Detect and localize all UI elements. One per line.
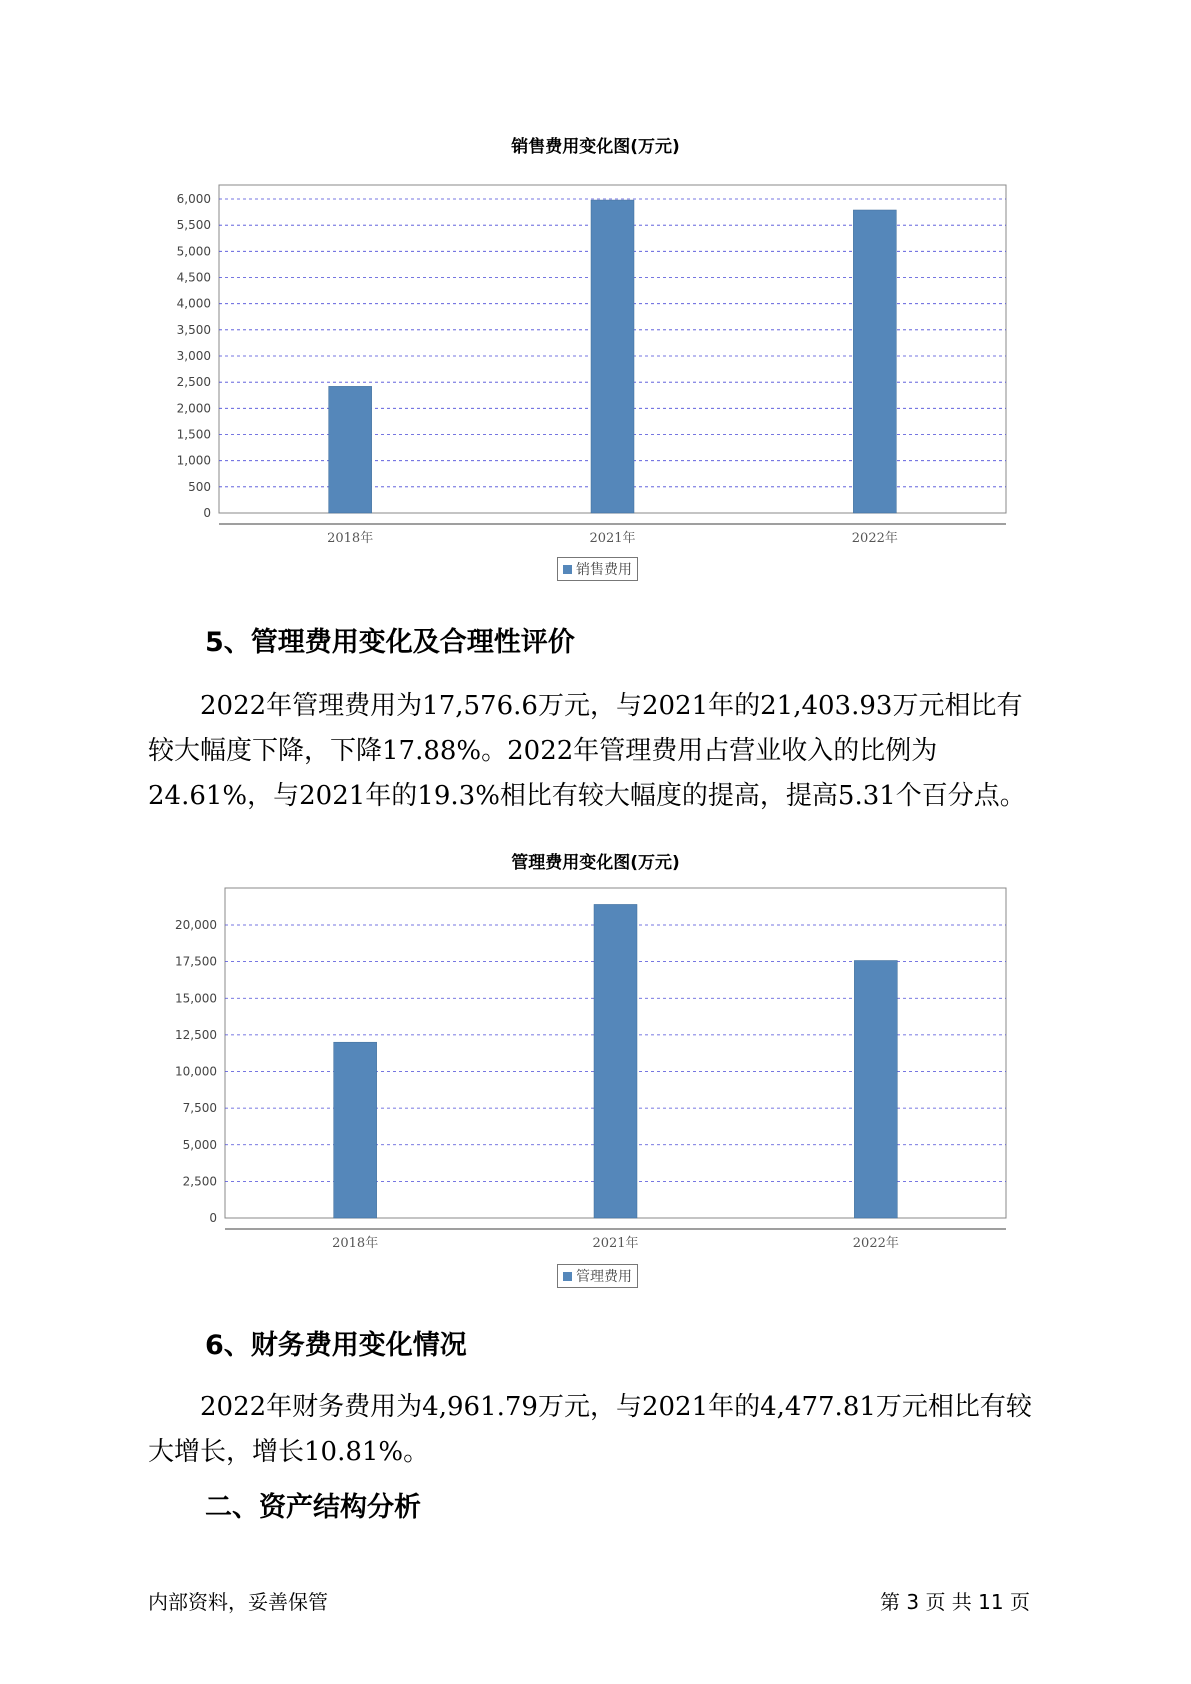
finance-paragraph-text: 2022年财务费用为4,961.79万元，与2021年的4,477.81万元相比有较大增长，增长10.81%。 bbox=[148, 1392, 1032, 1467]
y-tick-label: 4,500 bbox=[176, 270, 211, 285]
x-tick-label: 2018年 bbox=[327, 531, 374, 546]
y-tick-label: 7,500 bbox=[182, 1101, 217, 1116]
chart2-legend-label: 管理费用 bbox=[576, 1269, 632, 1285]
y-tick-label: 10,000 bbox=[175, 1064, 217, 1079]
assets-heading: 二、资产结构分析 bbox=[205, 1492, 421, 1523]
chart2-title: 管理费用变化图(万元) bbox=[511, 853, 680, 873]
y-tick-label: 2,500 bbox=[176, 375, 211, 390]
chart1-legend-label: 销售费用 bbox=[576, 562, 632, 578]
y-tick-label: 2,500 bbox=[182, 1174, 217, 1189]
finance-paragraph bbox=[148, 1385, 1048, 1475]
chart1-title: 销售费用变化图(万元) bbox=[511, 137, 680, 157]
y-tick-label: 4,000 bbox=[176, 296, 211, 311]
y-tick-label: 15,000 bbox=[175, 991, 217, 1006]
y-tick-label: 2,000 bbox=[176, 401, 211, 416]
finance-heading: 6、财务费用变化情况 bbox=[205, 1330, 467, 1361]
mgmt-paragraph-text: 2022年管理费用为17,576.6万元，与2021年的21,403.93万元相比有较大幅度下降，下降17.88%。2022年管理费用占营业收入的比例为24.61%，与2021年的19.3%相比有较大幅度的提高，提高5.31个百分点。 bbox=[148, 691, 1026, 811]
y-tick-label: 3,000 bbox=[176, 349, 211, 363]
bar-2022年 bbox=[854, 961, 897, 1218]
bar-2018年 bbox=[334, 1042, 377, 1218]
y-tick-label: 20,000 bbox=[175, 918, 217, 932]
y-tick-label: 3,500 bbox=[176, 322, 211, 337]
y-tick-label: 1,500 bbox=[176, 427, 211, 442]
mgmt-heading: 5、管理费用变化及合理性评价 bbox=[205, 627, 575, 658]
y-tick-label: 6,000 bbox=[176, 192, 211, 206]
x-tick-label: 2022年 bbox=[852, 1236, 899, 1251]
x-tick-label: 2022年 bbox=[851, 531, 898, 546]
y-tick-label: 0 bbox=[203, 506, 211, 520]
y-tick-label: 0 bbox=[209, 1211, 217, 1225]
legend-swatch bbox=[563, 1272, 572, 1281]
y-tick-label: 500 bbox=[188, 479, 211, 494]
x-tick-label: 2021年 bbox=[589, 531, 636, 546]
y-tick-label: 1,000 bbox=[176, 453, 211, 468]
y-tick-label: 5,500 bbox=[176, 218, 211, 233]
x-tick-label: 2018年 bbox=[332, 1236, 379, 1251]
y-tick-label: 17,500 bbox=[175, 954, 217, 969]
footer-confidential: 内部资料，妥善保管 bbox=[148, 1590, 328, 1614]
y-tick-label: 5,000 bbox=[182, 1137, 217, 1152]
y-tick-label: 12,500 bbox=[175, 1027, 217, 1042]
x-tick-label: 2021年 bbox=[592, 1236, 639, 1251]
chart2-legend bbox=[557, 1264, 638, 1288]
y-tick-label: 5,000 bbox=[176, 244, 211, 259]
bar-2021年 bbox=[594, 904, 637, 1218]
footer-page-number: 第 3 页 共 11 页 bbox=[880, 1590, 1030, 1614]
